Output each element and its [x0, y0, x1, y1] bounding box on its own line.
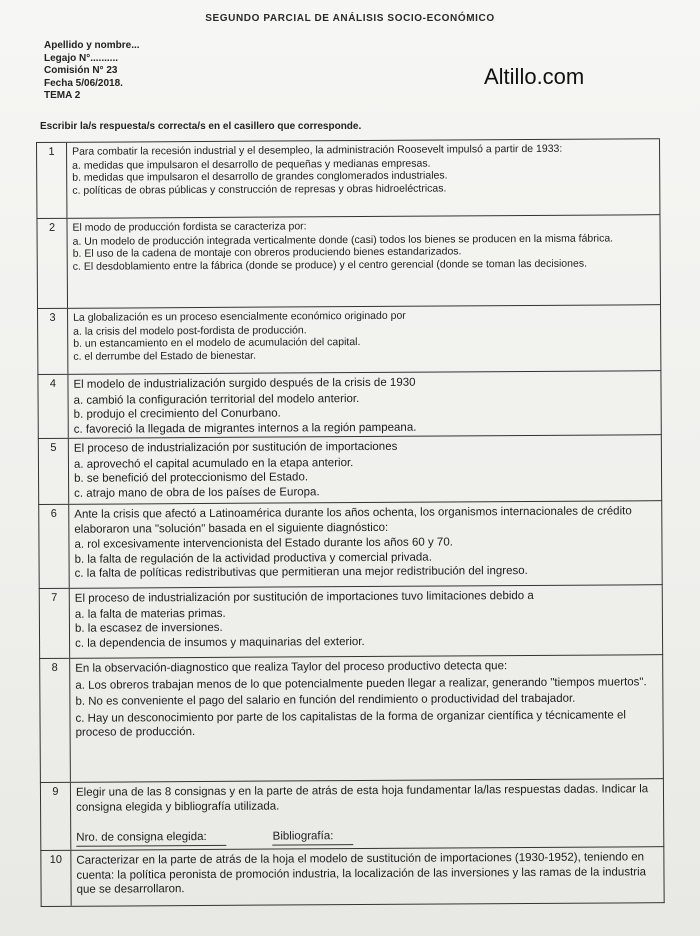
question-number: 8 — [40, 659, 71, 782]
question-text: En la observación-diagnostico que realiza Taylor del proceso productivo detecta que: — [75, 660, 508, 675]
question-row-8 — [39, 655, 664, 783]
question-cell — [71, 779, 663, 850]
option-a: a. medidas que impulsaron el desarrollo de pequeñas y medianas empresas. — [72, 157, 431, 172]
bibliografia-label: Bibliografía: — [273, 829, 354, 845]
option-b: b. la falta de regulación de la actividad productiva y comercial privada. — [74, 551, 432, 566]
date-field: Fecha 5/06/2018. — [44, 77, 123, 89]
question-row-9 — [40, 779, 664, 851]
option-c: c. Hay un desconocimiento por parte de los capitalistas de la forma de organizar científica y técnicamente el proceso de producción. — [75, 708, 626, 739]
answer-footer — [76, 827, 657, 846]
question-cell — [69, 501, 661, 588]
questions-table — [36, 138, 665, 907]
option-b: b. El uso de la cadena de montaje con obreros produciendo bienes estandarizados. — [72, 245, 462, 260]
question-text: El modelo de industrialización surgido después de la crisis de 1930 — [73, 376, 416, 391]
question-row-5 — [38, 435, 662, 505]
option-c: c. favoreció la llegada de migrantes internos a la región pampeana. — [73, 421, 417, 436]
question-cell — [70, 655, 663, 782]
option-c: c. la dependencia de insumos y maquinarias del exterior. — [75, 635, 365, 650]
question-row-3 — [37, 305, 661, 375]
consigna-label: Nro. de consigna elegida: — [76, 830, 227, 846]
question-cell — [67, 215, 660, 308]
question-text: El proceso de industrialización por sustitución de importaciones tuvo limitaciones debido a — [74, 589, 534, 605]
legajo-field: Legajo N°.......... — [44, 52, 119, 64]
question-cell — [70, 585, 662, 658]
question-number: 5 — [39, 439, 69, 504]
option-b: b. un estancamiento en el modelo de acumulación del capital. — [73, 336, 361, 350]
question-row-1 — [36, 139, 660, 219]
question-text: El modo de producción fordista se caracteriza por: — [72, 220, 307, 234]
option-b: b. la escasez de inversiones. — [74, 621, 223, 635]
question-number: 2 — [37, 219, 68, 308]
question-number: 4 — [38, 375, 68, 438]
question-text: Caracterizar en la parte de atrás de la hoja el modelo de sustitución de importaciones (1930-1952), teniendo en cuenta: la política peronista de promoción industria, la localización de las inversiones y las ramas de la industria que se desarrollaron. — [76, 851, 647, 896]
question-number: 10 — [41, 851, 71, 906]
option-b: b. produjo el crecimiento del Conurbano. — [73, 407, 281, 421]
option-a: a. la falta de materias primas. — [74, 607, 226, 621]
question-cell — [71, 847, 663, 906]
option-a: a. Los obreros trabajan menos de lo que potencialmente pueden llegar a realizar, generando "tiempos muertos". — [75, 675, 647, 692]
option-a: a. aprovechó el capital acumulado en la etapa anterior. — [73, 456, 354, 471]
question-number: 9 — [41, 783, 71, 850]
option-a: a. Un modelo de producción integrada verticalmente donde (casi) todos los bienes se producen en la misma fábrica. — [72, 232, 614, 248]
instruction-text: Escribir la/s respuesta/s correcta/s en el casillero que corresponde. — [40, 121, 362, 132]
question-cell — [68, 305, 660, 374]
question-row-4 — [37, 371, 661, 439]
question-text: Para combatir la recesión industrial y el desempleo, la administración Roosevelt impulsó a partir de 1933: — [72, 142, 563, 158]
option-c: c. la falta de políticas redistributivas que permitieran una mejor redistribución del ingreso. — [74, 565, 528, 580]
question-number: 1 — [37, 143, 67, 218]
question-cell — [67, 139, 659, 218]
option-b: b. No es conveniente el pago del salario en función del rendimiento o productividad del trabajador. — [75, 692, 576, 708]
option-c: c. atrajo mano de obra de los países de Europa. — [74, 485, 320, 500]
option-b: b. se benefició del proteccionismo del Estado. — [74, 471, 309, 485]
question-row-6 — [38, 501, 663, 589]
question-row-7 — [39, 585, 663, 659]
tema-field: TEMA 2 — [44, 90, 81, 101]
exam-title: SEGUNDO PARCIAL DE ANÁLISIS SOCIO-ECONÓMICO — [205, 13, 495, 24]
question-text: El proceso de industrialización por sustitución de importaciones — [73, 440, 398, 455]
option-a: a. rol excesivamente intervencionista del Estado durante los años 60 y 70. — [74, 536, 453, 551]
option-b: b. medidas que impulsaron el desarrollo de grandes conglomerados industriales. — [72, 169, 448, 184]
question-cell — [69, 435, 661, 504]
question-number: 7 — [40, 589, 70, 658]
question-row-2 — [36, 215, 661, 309]
watermark-text: Altillo.com — [484, 64, 585, 89]
option-c: c. el derrumbe del Estado de bienestar. — [73, 349, 257, 363]
option-a: a. la crisis del modelo post-fordista de producción. — [73, 323, 307, 338]
name-field: Apellido y nombre... — [44, 40, 140, 51]
question-text: Ante la crisis que afectó a Latinoamérica durante los años ochenta, los organismos internacionales de crédito elaboraron una "solución" basada en el siguiente diagnóstico: — [74, 505, 632, 536]
option-a: a. cambió la configuración territorial del modelo anterior. — [73, 392, 360, 407]
question-number: 3 — [38, 309, 68, 374]
question-text: La globalización es un proceso esencialmente económico originado por — [73, 309, 406, 324]
option-c: c. El desdoblamiento entre la fábrica (donde se produce) y el centro gerencial (donde se toman las decisiones. — [72, 257, 588, 273]
question-row-10 — [40, 847, 664, 907]
question-cell — [68, 371, 660, 438]
comision-field: Comisión N° 23 — [44, 65, 118, 76]
option-c: c. políticas de obras públicas y construcción de represas y obras hidroeléctricas. — [72, 182, 447, 197]
student-header — [44, 40, 140, 103]
question-number: 6 — [39, 505, 70, 588]
question-text: Elegir una de las 8 consignas y en la parte de atrás de esta hoja fundamentar la/las respuestas dadas. Indicar la consigna elegida y bibliografía utilizada. — [75, 783, 649, 814]
